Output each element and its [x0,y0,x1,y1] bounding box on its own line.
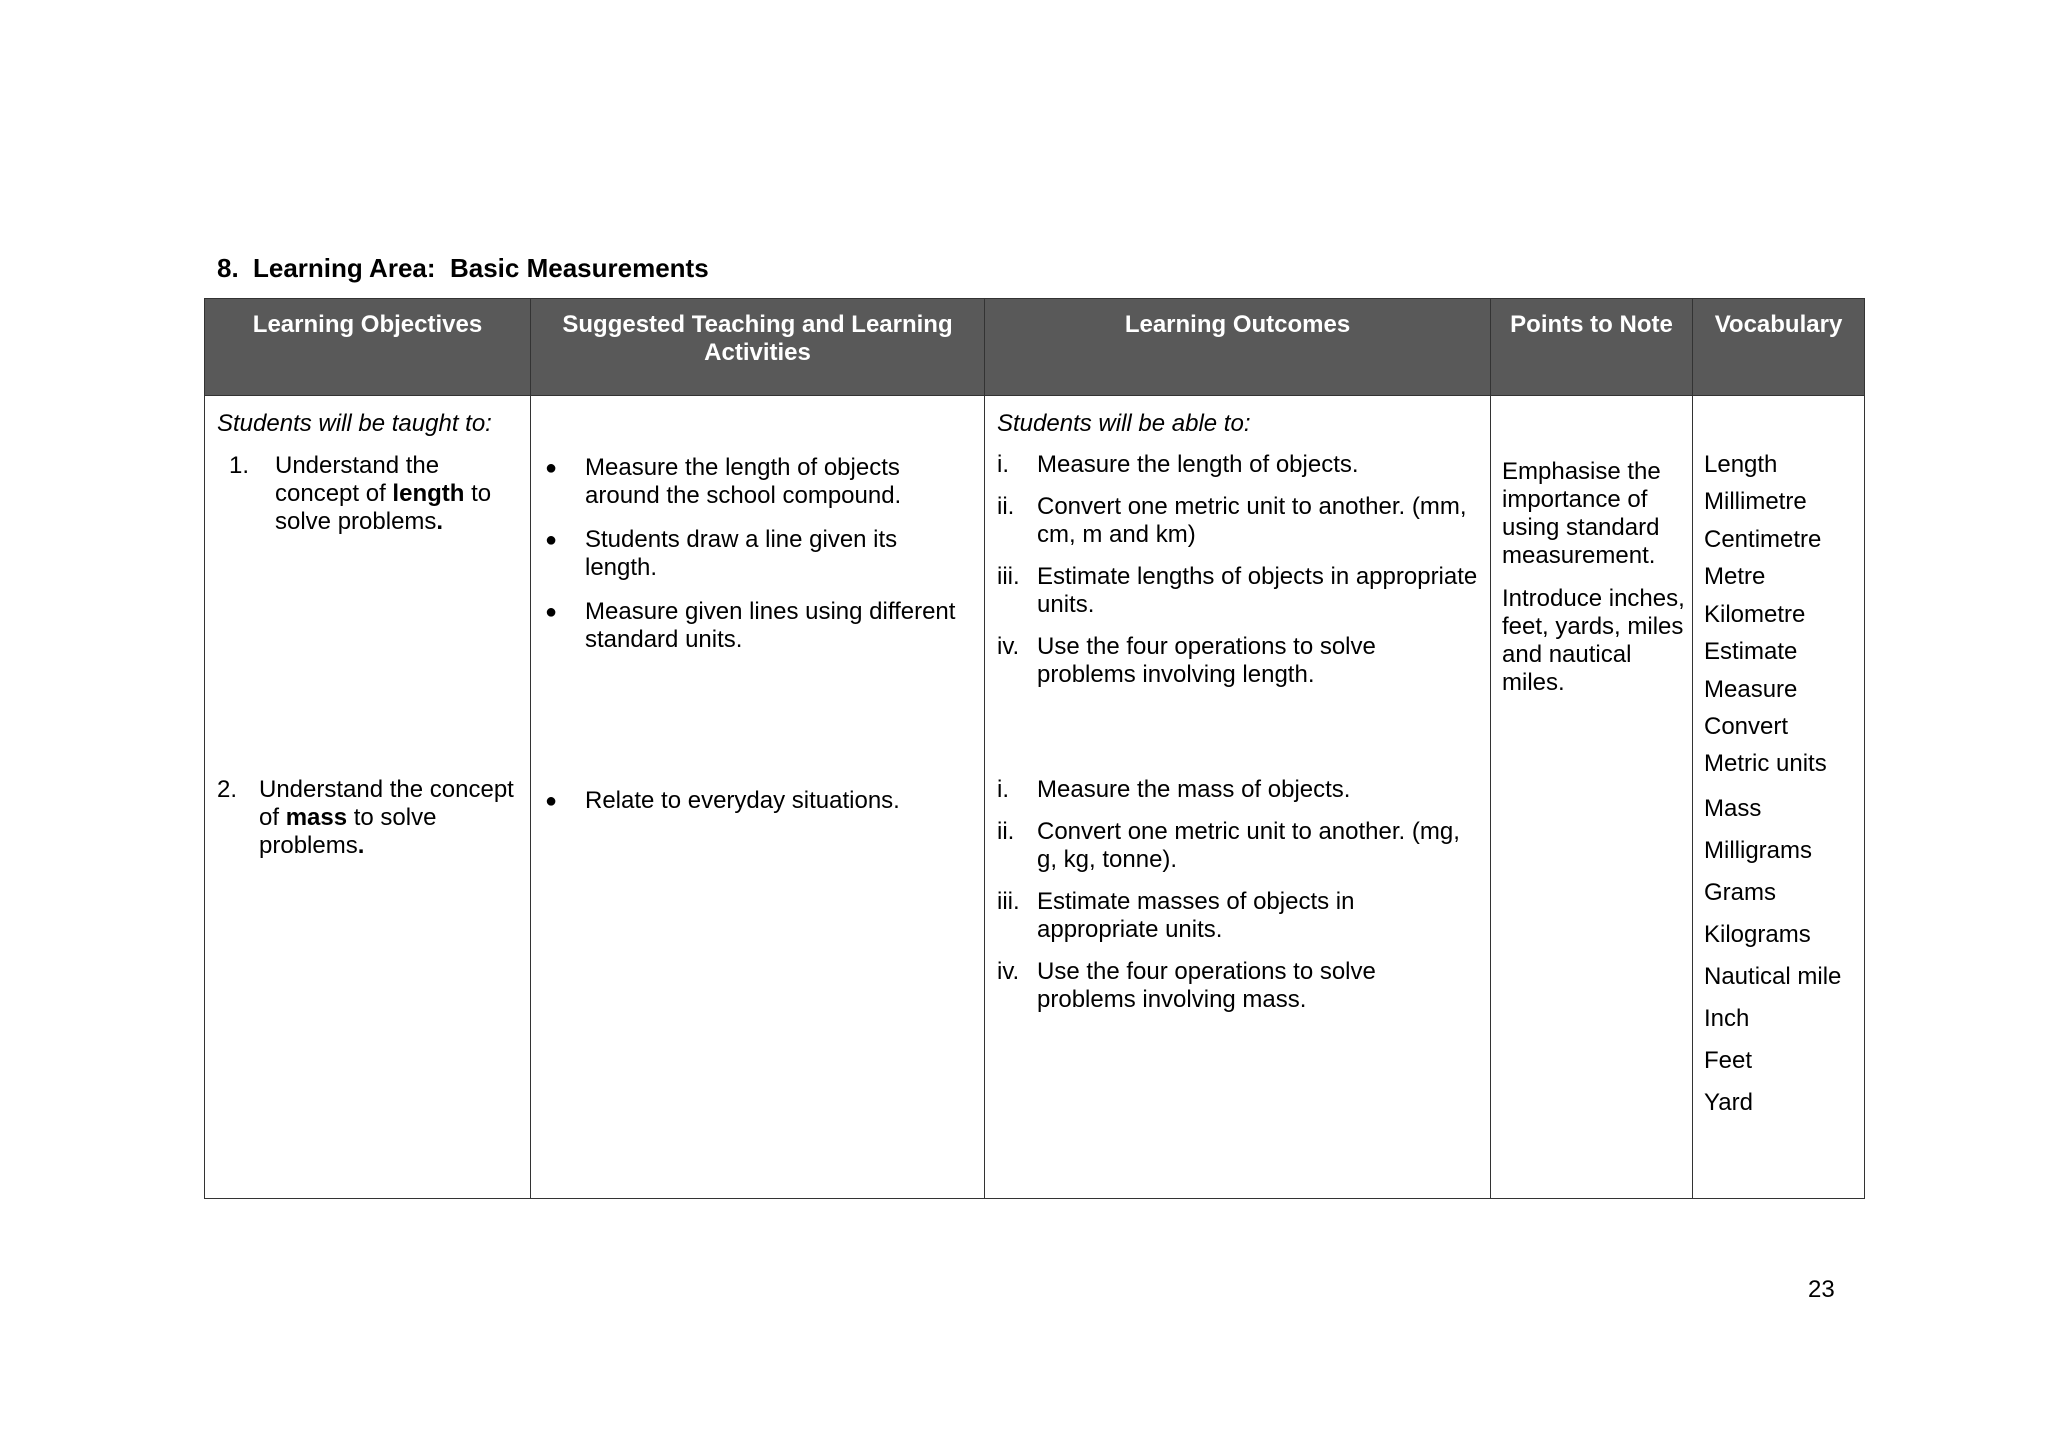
page-number: 23 [1808,1276,1835,1303]
objectives-cell [205,396,531,1199]
outcomes-cell [985,396,1491,1199]
column-header-activities: Suggested Teaching and Learning Activities [531,299,985,396]
column-header-vocabulary: Vocabulary [1693,299,1865,396]
note-standard-measurement: Emphasise the importance of using standard measurement. [1502,458,1661,569]
vocab-item: Grams [1704,879,1776,906]
list-item: iii. Estimate lengths of objects in appropriate units. [997,563,1478,618]
list-item: ● Relate to everyday situations. [545,787,900,814]
bullet-icon: ● [545,457,558,479]
column-header-objectives: Learning Objectives [205,299,531,396]
heading-number: 8. [217,253,239,283]
vocab-item: Centimetre [1704,526,1822,553]
notes-cell [1491,396,1693,1199]
vocab-item: Length [1704,451,1778,478]
bullet-icon: ● [545,790,558,812]
column-header-outcomes: Learning Outcomes [985,299,1491,396]
objective-number: 2. [217,776,238,803]
objective-number: 1. [229,452,250,479]
note-imperial-units: Introduce inches, feet, yards, miles and nautical miles. [1502,585,1685,696]
vocab-item: Measure [1704,676,1798,703]
list-item: i. Measure the length of objects. [997,451,1359,478]
vocab-item: Mass [1704,795,1762,822]
list-item: i. Measure the mass of objects. [997,776,1351,803]
activities-cell [531,396,985,1199]
objective-text: Understand the concept of length to solve problems. [275,452,492,535]
bullet-icon: ● [545,529,558,551]
vocab-item: Inch [1704,1005,1750,1032]
vocab-item: Metric units [1704,750,1827,777]
vocab-item: Convert [1704,713,1789,740]
table-row [205,396,1865,1199]
outcomes-intro: Students will be able to: [997,410,1251,437]
objective-text: Understand the concept of mass to solve problems. [259,776,514,859]
vocabulary-cell [1693,396,1865,1199]
vocab-item: Feet [1704,1047,1753,1074]
list-item: ● Measure given lines using different standard units. [545,598,956,653]
vocab-item: Millimetre [1704,488,1807,515]
list-item: iv. Use the four operations to solve problems involving mass. [997,958,1376,1013]
list-item: iv. Use the four operations to solve problems involving length. [997,633,1376,688]
curriculum-table [204,298,1865,1199]
list-item: ● Students draw a line given its length. [545,526,898,581]
page-heading [217,253,709,284]
vocab-item: Kilometre [1704,601,1806,628]
objectives-intro: Students will be taught to: [217,410,492,437]
vocab-item: Kilograms [1704,921,1811,948]
heading-title: Basic Measurements [449,253,709,283]
list-item: ● Measure the length of objects around the school compound. [545,454,902,509]
vocab-item: Nautical mile [1704,963,1842,990]
objective-item-length [229,452,518,536]
bullet-icon: ● [545,601,558,623]
heading-label: Learning Area: [253,253,436,283]
objective-item-mass [217,776,518,860]
list-item: iii. Estimate masses of objects in appropriate units. [997,888,1355,943]
vocab-item: Estimate [1704,638,1798,665]
vocab-item: Milligrams [1704,837,1812,864]
vocab-item: Yard [1704,1089,1753,1116]
column-header-notes: Points to Note [1491,299,1693,396]
list-item: ii. Convert one metric unit to another. (mg, g, kg, tonne). [997,818,1460,873]
table-header-row [205,299,1865,396]
list-item: ii. Convert one metric unit to another. (mm, cm, m and km) [997,493,1467,548]
vocab-item: Metre [1704,563,1766,590]
